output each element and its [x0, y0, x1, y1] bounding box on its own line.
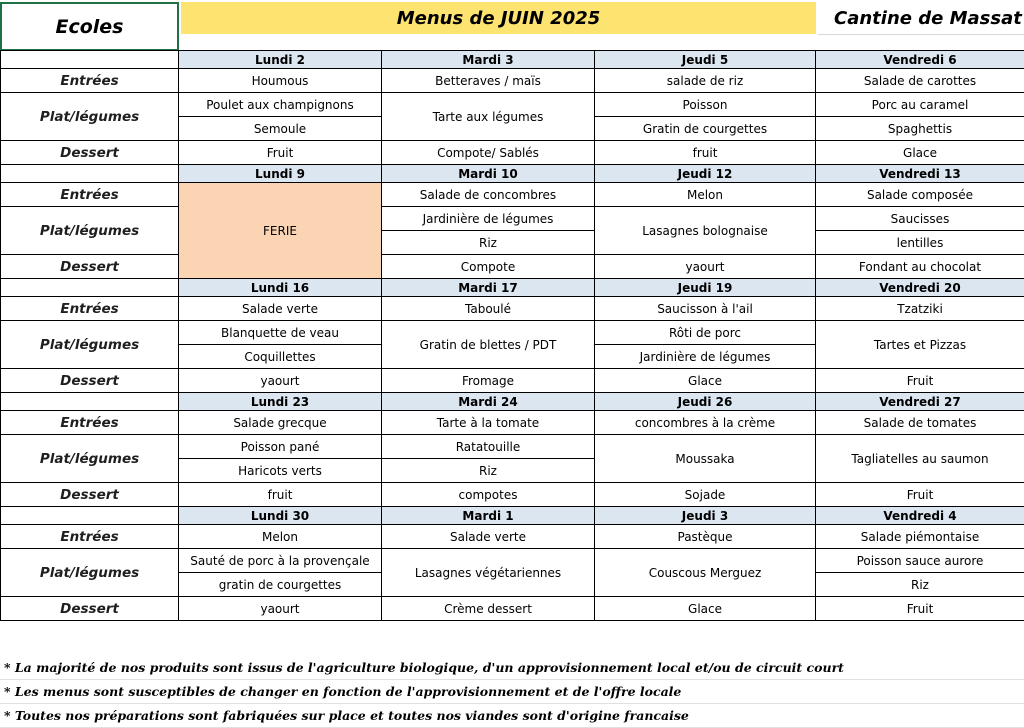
day-header[interactable]: Vendredi 13 [816, 165, 1024, 183]
starters-row [1, 183, 1024, 207]
menu-cell[interactable]: Haricots verts [179, 459, 382, 483]
menu-cell[interactable]: Salade verte [382, 525, 595, 549]
menu-cell[interactable]: fruit [595, 141, 816, 165]
menu-cell[interactable]: Fruit [179, 141, 382, 165]
menu-cell[interactable]: Gratin de courgettes [595, 117, 816, 141]
dessert-label[interactable]: Dessert [1, 369, 179, 393]
menu-cell[interactable]: Riz [382, 231, 595, 255]
menu-cell[interactable]: Tzatziki [816, 297, 1024, 321]
menu-cell[interactable]: Crème dessert [382, 597, 595, 621]
day-header[interactable]: Lundi 30 [179, 507, 382, 525]
day-header[interactable]: Jeudi 3 [595, 507, 816, 525]
day-header[interactable]: Lundi 23 [179, 393, 382, 411]
menu-cell[interactable]: Rôti de porc [595, 321, 816, 345]
starters-label[interactable]: Entrées [1, 411, 179, 435]
menu-cell[interactable]: Poisson [595, 93, 816, 117]
canteen-label: Cantine de Massat [834, 8, 1022, 29]
menu-cell[interactable]: Pastèque [595, 525, 816, 549]
mains-row [1, 93, 1024, 117]
week-5-days-row [1, 507, 1024, 525]
day-header[interactable]: Mardi 3 [382, 51, 595, 69]
menu-cell[interactable]: Salade de carottes [816, 69, 1024, 93]
mains-label[interactable]: Plat/légumes [1, 93, 179, 141]
menu-cell[interactable]: Fruit [816, 483, 1024, 507]
week-2-days-row [1, 165, 1024, 183]
holiday-cell[interactable]: FERIE [179, 183, 382, 279]
menu-cell[interactable]: Couscous Merguez [595, 549, 816, 597]
menu-cell[interactable]: Saucisson à l'ail [595, 297, 816, 321]
menu-cell[interactable]: Tartes et Pizzas [816, 321, 1024, 369]
menu-cell[interactable]: Fondant au chocolat [816, 255, 1024, 279]
menu-cell[interactable]: Taboulé [382, 297, 595, 321]
menu-cell[interactable]: Salade verte [179, 297, 382, 321]
footnote-organic[interactable]: * La majorité de nos produits sont issus de l'agriculture biologique, d'un approvisionnement local et/ou de circuit court [0, 656, 1024, 680]
dessert-label[interactable]: Dessert [1, 255, 179, 279]
dessert-row [1, 141, 1024, 165]
menu-cell[interactable]: Betteraves / maïs [382, 69, 595, 93]
day-header[interactable]: Lundi 9 [179, 165, 382, 183]
starters-label[interactable]: Entrées [1, 525, 179, 549]
menu-cell[interactable]: Salade de concombres [382, 183, 595, 207]
menu-cell[interactable]: Moussaka [595, 435, 816, 483]
starters-label[interactable]: Entrées [1, 183, 179, 207]
menu-cell[interactable]: Salade de tomates [816, 411, 1024, 435]
day-header[interactable]: Mardi 10 [382, 165, 595, 183]
footnotes [0, 656, 1024, 728]
menu-cell[interactable]: Salade composée [816, 183, 1024, 207]
menu-cell[interactable]: Coquillettes [179, 345, 382, 369]
starters-row [1, 411, 1024, 435]
menu-cell[interactable]: Tarte à la tomate [382, 411, 595, 435]
menu-cell[interactable]: lentilles [816, 231, 1024, 255]
day-header[interactable]: Vendredi 20 [816, 279, 1024, 297]
dessert-label[interactable]: Dessert [1, 141, 179, 165]
day-header[interactable]: Jeudi 12 [595, 165, 816, 183]
mains-label[interactable]: Plat/légumes [1, 549, 179, 597]
dessert-row [1, 597, 1024, 621]
menu-cell[interactable]: Fruit [816, 369, 1024, 393]
menu-cell[interactable]: Blanquette de veau [179, 321, 382, 345]
day-header[interactable]: Mardi 24 [382, 393, 595, 411]
day-header[interactable]: Jeudi 19 [595, 279, 816, 297]
menu-cell[interactable]: gratin de courgettes [179, 573, 382, 597]
menu-cell[interactable]: Poisson pané [179, 435, 382, 459]
menu-cell[interactable]: Fromage [382, 369, 595, 393]
menu-cell[interactable]: Glace [816, 141, 1024, 165]
dessert-row [1, 369, 1024, 393]
menu-cell[interactable]: Poisson sauce aurore [816, 549, 1024, 573]
menu-cell[interactable]: Jardinière de légumes [595, 345, 816, 369]
menu-cell[interactable]: concombres à la crème [595, 411, 816, 435]
dessert-label[interactable]: Dessert [1, 483, 179, 507]
day-header[interactable]: Lundi 16 [179, 279, 382, 297]
day-header[interactable]: Jeudi 5 [595, 51, 816, 69]
empty-cell[interactable] [1, 393, 179, 411]
weekly-menu-table [0, 50, 1024, 621]
menu-cell[interactable]: Melon [595, 183, 816, 207]
footnote-homemade[interactable]: * Toutes nos préparations sont fabriquées sur place et toutes nos viandes sont d'origine francaise [0, 704, 1024, 728]
menu-cell[interactable]: Lasagnes végétariennes [382, 549, 595, 597]
day-header[interactable]: Mardi 17 [382, 279, 595, 297]
menu-cell[interactable]: Sojade [595, 483, 816, 507]
starters-row [1, 297, 1024, 321]
menu-cell[interactable]: Porc au caramel [816, 93, 1024, 117]
menu-cell[interactable]: salade de riz [595, 69, 816, 93]
starters-label[interactable]: Entrées [1, 297, 179, 321]
schools-label-cell[interactable] [0, 2, 179, 51]
mains-label[interactable]: Plat/légumes [1, 207, 179, 255]
menu-cell[interactable]: Sauté de porc à la provençale [179, 549, 382, 573]
menu-cell[interactable]: Glace [595, 597, 816, 621]
menu-cell[interactable]: yaourt [179, 597, 382, 621]
spreadsheet-gridline [818, 34, 1024, 35]
schools-label: Ecoles [55, 16, 123, 38]
menu-title-cell[interactable] [181, 2, 816, 34]
starters-row [1, 525, 1024, 549]
empty-cell[interactable] [1, 507, 179, 525]
menu-cell[interactable]: Compote/ Sablés [382, 141, 595, 165]
day-header[interactable]: Vendredi 27 [816, 393, 1024, 411]
menu-cell[interactable]: Spaghettis [816, 117, 1024, 141]
menu-cell[interactable]: Salade piémontaise [816, 525, 1024, 549]
menu-cell[interactable]: Gratin de blettes / PDT [382, 321, 595, 369]
mains-row [1, 435, 1024, 459]
menu-cell[interactable]: Houmous [179, 69, 382, 93]
dessert-row [1, 255, 1024, 279]
footnote-changes[interactable]: * Les menus sont susceptibles de changer en fonction de l'approvisionnement et de l'offre locale [0, 680, 1024, 704]
menu-cell[interactable]: Lasagnes bolognaise [595, 207, 816, 255]
menu-cell[interactable]: Compote [382, 255, 595, 279]
menu-cell[interactable]: yaourt [179, 369, 382, 393]
empty-cell[interactable] [1, 51, 179, 69]
menu-cell[interactable]: Fruit [816, 597, 1024, 621]
menu-cell[interactable]: Jardinière de légumes [382, 207, 595, 231]
mains-row [1, 207, 1024, 231]
menu-cell[interactable]: Semoule [179, 117, 382, 141]
mains-row [1, 549, 1024, 573]
menu-cell[interactable]: Melon [179, 525, 382, 549]
dessert-label[interactable]: Dessert [1, 597, 179, 621]
week-4-days-row [1, 393, 1024, 411]
starters-label[interactable]: Entrées [1, 69, 179, 93]
menu-cell[interactable]: Riz [382, 459, 595, 483]
mains-row [1, 321, 1024, 345]
mains-label[interactable]: Plat/légumes [1, 435, 179, 483]
menu-cell[interactable]: Salade grecque [179, 411, 382, 435]
menu-cell[interactable]: Ratatouille [382, 435, 595, 459]
day-header[interactable]: Vendredi 6 [816, 51, 1024, 69]
menu-cell[interactable]: yaourt [595, 255, 816, 279]
week-3-days-row [1, 279, 1024, 297]
menu-title: Menus de JUIN 2025 [397, 8, 601, 29]
empty-cell[interactable] [1, 165, 179, 183]
menu-cell[interactable]: Poulet aux champignons [179, 93, 382, 117]
menu-cell[interactable]: fruit [179, 483, 382, 507]
empty-cell[interactable] [1, 279, 179, 297]
menu-cell[interactable]: compotes [382, 483, 595, 507]
menu-cell[interactable]: Saucisses [816, 207, 1024, 231]
canteen-label-cell[interactable] [818, 2, 1024, 34]
day-header[interactable]: Vendredi 4 [816, 507, 1024, 525]
menu-cell[interactable]: Glace [595, 369, 816, 393]
menu-cell[interactable]: Tarte aux légumes [382, 93, 595, 141]
day-header[interactable]: Jeudi 26 [595, 393, 816, 411]
starters-row [1, 69, 1024, 93]
menu-cell[interactable]: Riz [816, 573, 1024, 597]
day-header[interactable]: Mardi 1 [382, 507, 595, 525]
day-header[interactable]: Lundi 2 [179, 51, 382, 69]
menu-cell[interactable]: Tagliatelles au saumon [816, 435, 1024, 483]
dessert-row [1, 483, 1024, 507]
week-1-days-row [1, 51, 1024, 69]
mains-label[interactable]: Plat/légumes [1, 321, 179, 369]
